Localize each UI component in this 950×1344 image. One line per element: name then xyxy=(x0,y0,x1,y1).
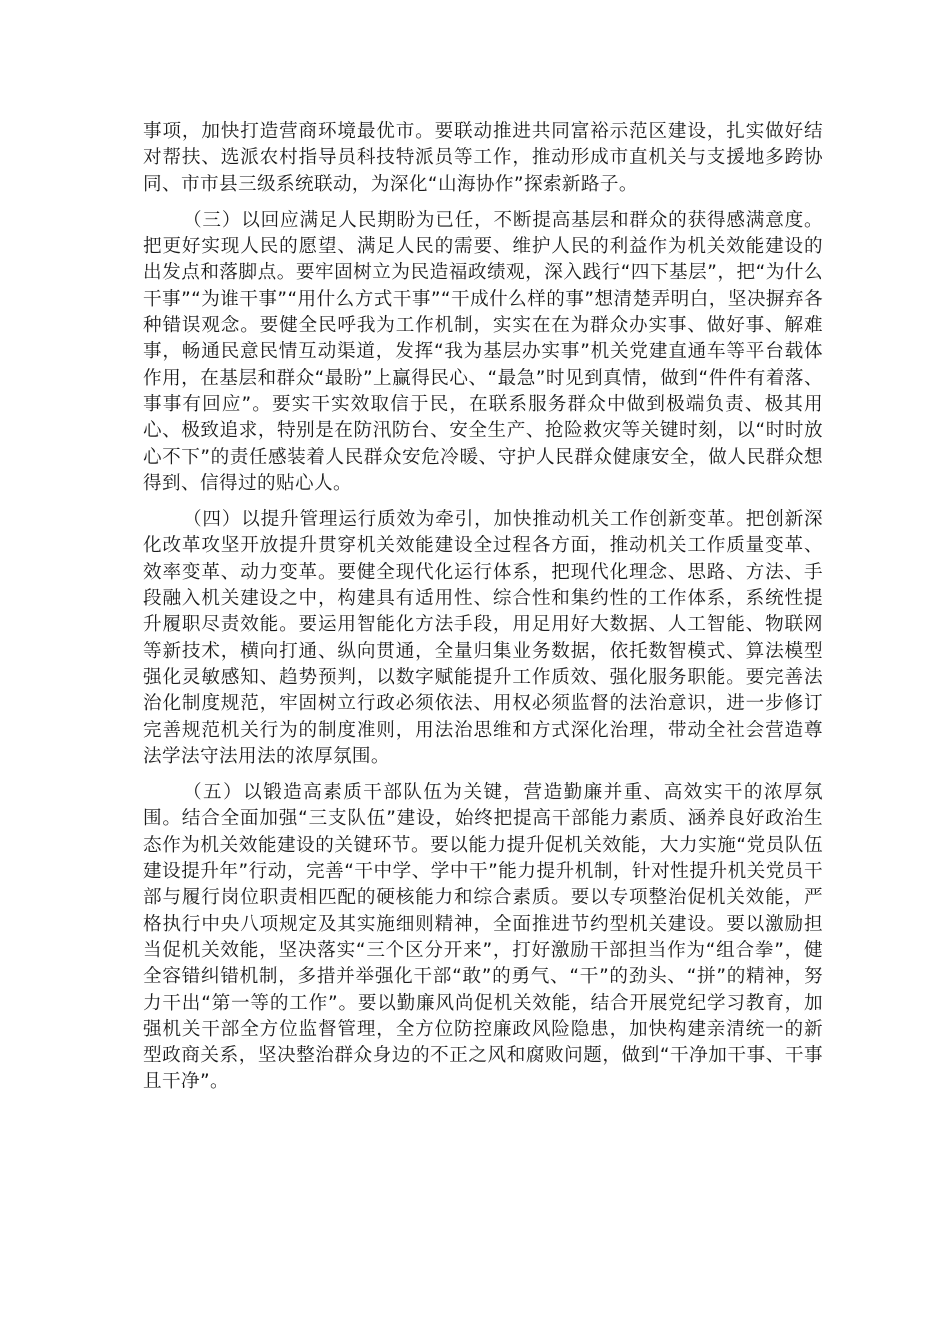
paragraph-section-4: （四）以提升管理运行质效为牵引，加快推动机关工作创新变革。把创新深化改革攻坚开放提升贯穿机关效能建设全过程各方面，推动机关工作质量变革、效率变革、动力变革。要健全现代化运行体系，把现代化理念、思路、方法、手段融入机关建设之中，构建具有适用性、综合性和集约性的工作体系，系统性提升履职尽责效能。要运用智能化方法手段，用足用好大数据、人工智能、物联网等新技术，横向打通、纵向贯通，全量归集业务数据，依托数智模式、算法模型强化灵敏感知、趋势预判，以数字赋能提升工作质效、强化服务职能。要完善法治化制度规范，牢固树立行政必须依法、用权必须监督的法治意识，进一步修订完善规范机关行为的制度准则，用法治思维和方式深化治理，带动全社会营造尊法学法守法用法的浓厚氛围。 xyxy=(143,509,823,767)
paragraph-section-3: （三）以回应满足人民期盼为已任，不断提高基层和群众的获得感满意度。把更好实现人民的愿望、满足人民的需要、维护人民的利益作为机关效能建设的出发点和落脚点。要牢固树立为民造福政绩观，深入践行“四下基层”，把“为什么干事”“为谁干事”“用什么方式干事”“干成什么样的事”想清楚弄明白，坚决摒弃各种错误观念。要健全民呼我为工作机制，实实在在为群众办实事、做好事、解难事，畅通民意民情互动渠道，发挥“我为基层办实事”机关党建直通车等平台载体作用，在基层和群众“最盼”上赢得民心、“最急”时见到真情，做到“件件有着落、事事有回应”。要实干实效取信于民，在联系服务群众中做到极端负责、极其用心、极致追求，特别是在防汛防台、安全生产、抢险救灾等关键时刻，以“时时放心不下”的责任感装着人民群众安危冷暖、守护人民群众健康安全，做人民群众想得到、信得过的贴心人。 xyxy=(143,209,823,494)
document-page xyxy=(143,119,823,1106)
paragraph-section-5: （五）以锻造高素质干部队伍为关键，营造勤廉并重、高效实干的浓厚氛围。结合全面加强“三支队伍”建设，始终把提高干部能力素质、涵养良好政治生态作为机关效能建设的关键环节。要以能力提升促机关效能，大力实施“党员队伍建设提升年”行动，完善“干中学、学中干”能力提升机制，针对性提升机关党员干部与履行岗位职责相匹配的硬核能力和综合素质。要以专项整治促机关效能，严格执行中央八项规定及其实施细则精神，全面推进节约型机关建设。要以激励担当促机关效能，坚决落实“三个区分开来”，打好激励干部担当作为“组合拳”，健全容错纠错机制，多措并举强化干部“敢”的勇气、“干”的劲头、“拼”的精神，努力干出“第一等的工作”。要以勤廉风尚促机关效能，结合开展党纪学习教育，加强机关干部全方位监督管理，全方位防控廉政风险隐患，加快构建亲清统一的新型政商关系，坚决整治群众身边的不正之风和腐败问题，做到“干净加干事、干事且干净”。 xyxy=(143,782,823,1093)
paragraph-continuation: 事项，加快打造营商环境最优市。要联动推进共同富裕示范区建设，扎实做好结对帮扶、选派农村指导员科技特派员等工作，推动形成市直机关与支援地多跨协同、市市县三级系统联动，为深化“山海协作”探索新路子。 xyxy=(143,121,823,195)
